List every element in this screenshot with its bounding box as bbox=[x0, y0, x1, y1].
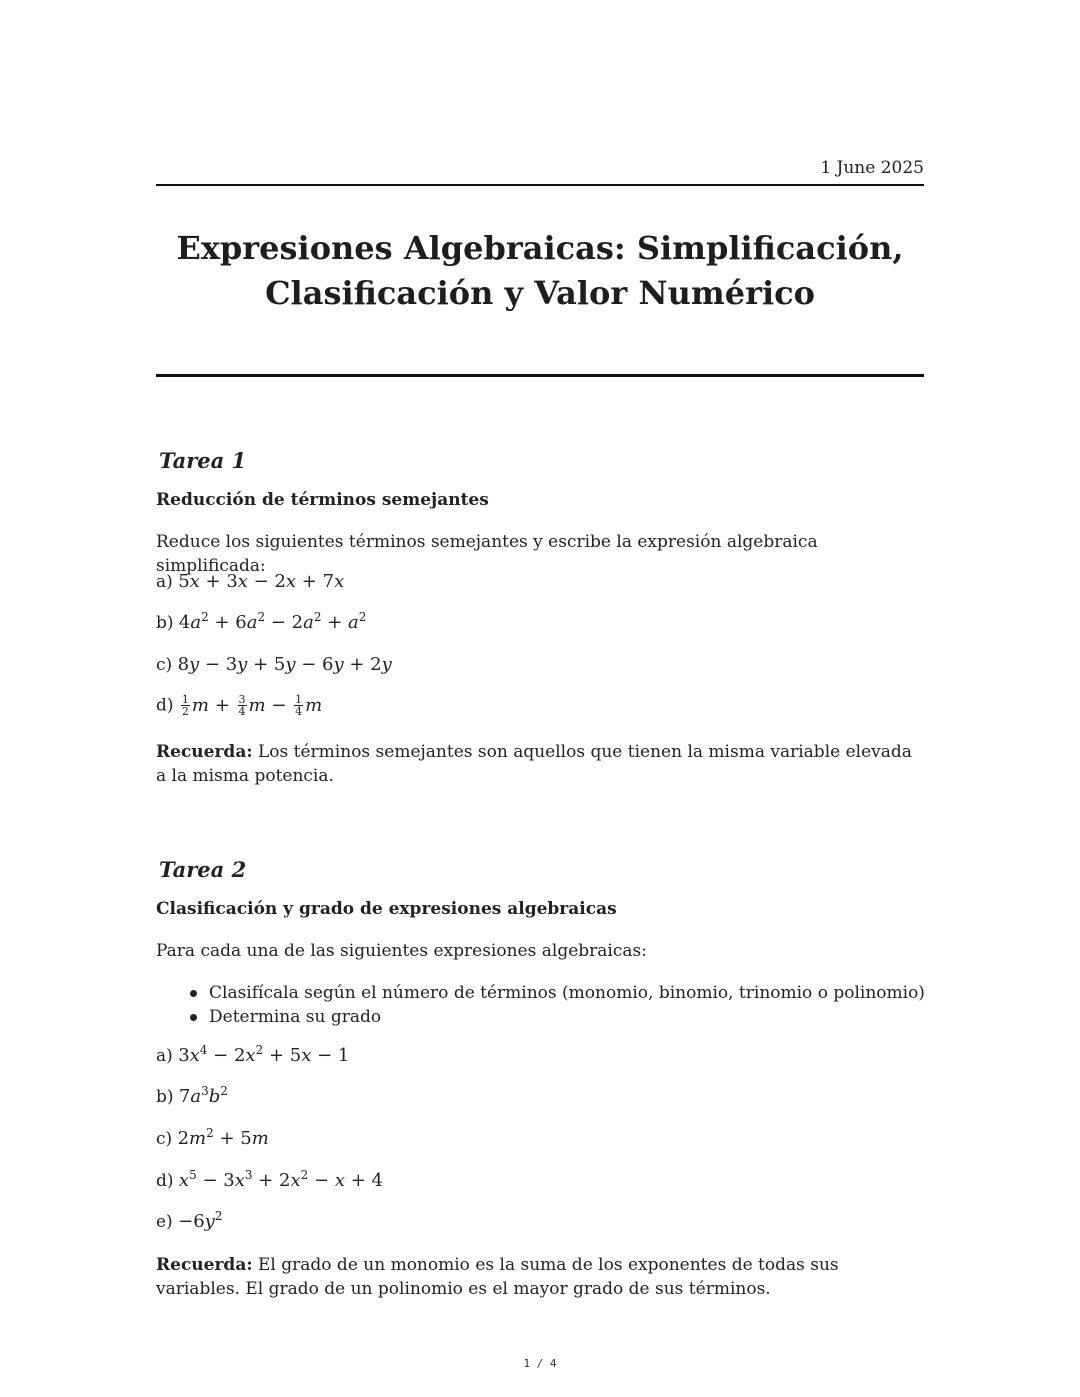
bullet-item: Determina su grado bbox=[188, 1005, 925, 1029]
task2-item-c bbox=[156, 1128, 269, 1149]
item-expression: $-6y^2$ bbox=[178, 1209, 223, 1232]
task2-item-d bbox=[156, 1170, 383, 1191]
task1-item-b bbox=[156, 612, 366, 633]
item-label: c) bbox=[156, 1129, 173, 1149]
reminder-label: Recuerda: bbox=[156, 742, 253, 762]
item-expression: $x^5 - 3x^3 + 2x^2 - x + 4$ bbox=[178, 1168, 383, 1191]
item-label: a) bbox=[156, 1046, 173, 1066]
item-expression: $4a^2 + 6a^2 - 2a^2 + a^2$ bbox=[178, 610, 367, 633]
item-label: e) bbox=[156, 1212, 173, 1232]
reminder-text: El grado de un monomio es la suma de los exponentes de todas sus variables. El grado de un polinomio es el mayor grado de sus términos. bbox=[156, 1255, 839, 1299]
item-expression: $7a^3b^2$ bbox=[178, 1084, 228, 1107]
page-number: 1 / 4 bbox=[523, 1357, 557, 1370]
item-expression: 8y − 3y + 5y − 6y + 2y bbox=[177, 654, 392, 675]
task1-item-c bbox=[156, 654, 392, 675]
task1-item-a bbox=[156, 571, 344, 592]
document-title bbox=[156, 226, 924, 316]
task2-item-e bbox=[156, 1211, 222, 1232]
title-line-1: Expresiones Algebraicas: Simplificación, bbox=[176, 229, 904, 267]
item-expression: $\frac{1}{2}$ m + $\frac{3}{4}$ m − $\frac{1}{4}$ m bbox=[181, 693, 323, 718]
task2-instructions: Para cada una de las siguientes expresiones algebraicas: bbox=[156, 941, 647, 961]
task2-item-a bbox=[156, 1045, 349, 1066]
item-expression: 5x + 3x − 2x + 7x bbox=[178, 571, 345, 592]
task2-subtitle: Clasificación y grado de expresiones algebraicas bbox=[156, 899, 617, 919]
reminder-text: Los términos semejantes son aquellos que tienen la misma variable elevada a la misma potencia. bbox=[156, 742, 912, 786]
header-rule bbox=[156, 184, 924, 186]
task1-reminder bbox=[156, 740, 924, 788]
item-label: d) bbox=[156, 1171, 174, 1191]
item-expression: $2m^2 + 5m$ bbox=[177, 1126, 269, 1149]
bullet-item: Clasifícala según el número de términos (monomio, binomio, trinomio o polinomio) bbox=[188, 981, 925, 1005]
item-label: b) bbox=[156, 613, 174, 633]
task1-subtitle: Reducción de términos semejantes bbox=[156, 490, 489, 510]
item-label: b) bbox=[156, 1087, 174, 1107]
item-label: d) bbox=[156, 695, 174, 716]
task2-item-b bbox=[156, 1086, 228, 1107]
task2-bullet-list bbox=[188, 981, 925, 1029]
task2-reminder bbox=[156, 1253, 924, 1301]
task2-heading: Tarea 2 bbox=[159, 857, 247, 882]
item-label: a) bbox=[156, 572, 173, 592]
reminder-label: Recuerda: bbox=[156, 1255, 253, 1275]
header-date: 1 June 2025 bbox=[820, 158, 924, 178]
title-line-2: Clasificación y Valor Numérico bbox=[265, 274, 815, 312]
item-expression: $3x^4 - 2x^2 + 5x - 1$ bbox=[178, 1043, 350, 1066]
task1-item-d bbox=[156, 694, 322, 717]
item-label: c) bbox=[156, 655, 173, 675]
title-rule bbox=[156, 374, 924, 377]
task1-instructions: Reduce los siguientes términos semejantes y escribe la expresión algebraica simplificada: bbox=[156, 532, 818, 576]
task1-heading: Tarea 1 bbox=[159, 448, 247, 473]
